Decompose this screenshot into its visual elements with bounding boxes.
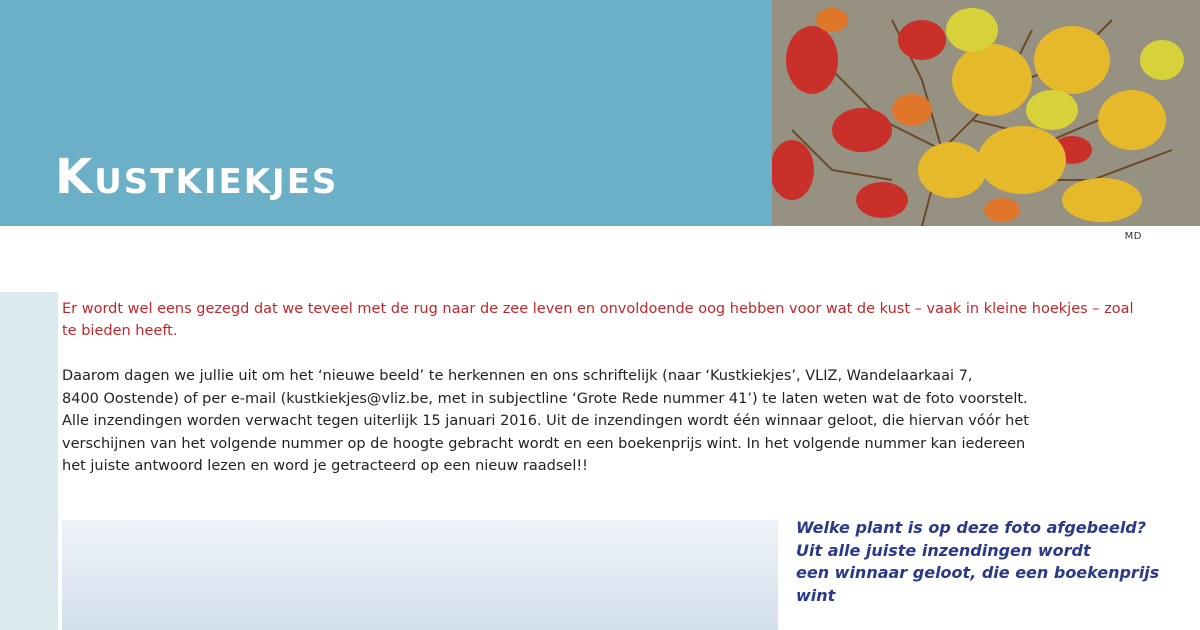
body-line: 8400 Oostende) of per e-mail (kustkiekjes@vliz.be, met in subjectline ‘Grote Rede nummer 41’) te laten weten wat de foto voorstelt. bbox=[62, 390, 1028, 407]
plant-photo-illustration bbox=[772, 0, 1200, 226]
body-line: verschijnen van het volgende nummer op de hoogte gebracht wordt en een boekenprijs wint. In het volgende nummer kan iedereen bbox=[62, 435, 1026, 452]
question-line: een winnaar geloot, die een boekenprijs bbox=[796, 563, 1160, 582]
question-callout bbox=[796, 517, 1176, 607]
page-title: Kustkiekjes bbox=[55, 149, 339, 205]
body-line: Daarom dagen we jullie uit om het ‘nieuwe beeld’ te herkennen en ons schriftelijk (naar ‘Kustkiekjes’, VLIZ, Wandelaarkaai 7, bbox=[62, 368, 973, 384]
header-band bbox=[0, 0, 772, 226]
photo-credit: MD bbox=[1124, 231, 1142, 242]
body-paragraph bbox=[62, 365, 1142, 478]
question-line: Uit alle juiste inzendingen wordt bbox=[796, 540, 1091, 560]
question-line: Welke plant is op deze foto afgebeeld? bbox=[796, 518, 1147, 537]
body-line: Alle inzendingen worden verwacht tegen uiterlijk 15 januari 2016. Uit de inzendingen wordt één winnaar geloot, die hiervan vóór het bbox=[62, 413, 1029, 429]
side-accent-bar bbox=[0, 292, 58, 630]
intro-paragraph: Er wordt wel eens gezegd dat we teveel met de rug naar de zee leven en onvoldoende oog hebben voor wat de kust – vaak in kleine hoekjes – zoal te bieden heeft. bbox=[62, 301, 1134, 339]
question-line: wint bbox=[796, 585, 836, 605]
puzzle-photo bbox=[62, 520, 778, 630]
header-photo bbox=[772, 0, 1200, 226]
body-line: het juiste antwoord lezen en word je getracteerd op een nieuw raadsel!! bbox=[62, 458, 588, 474]
